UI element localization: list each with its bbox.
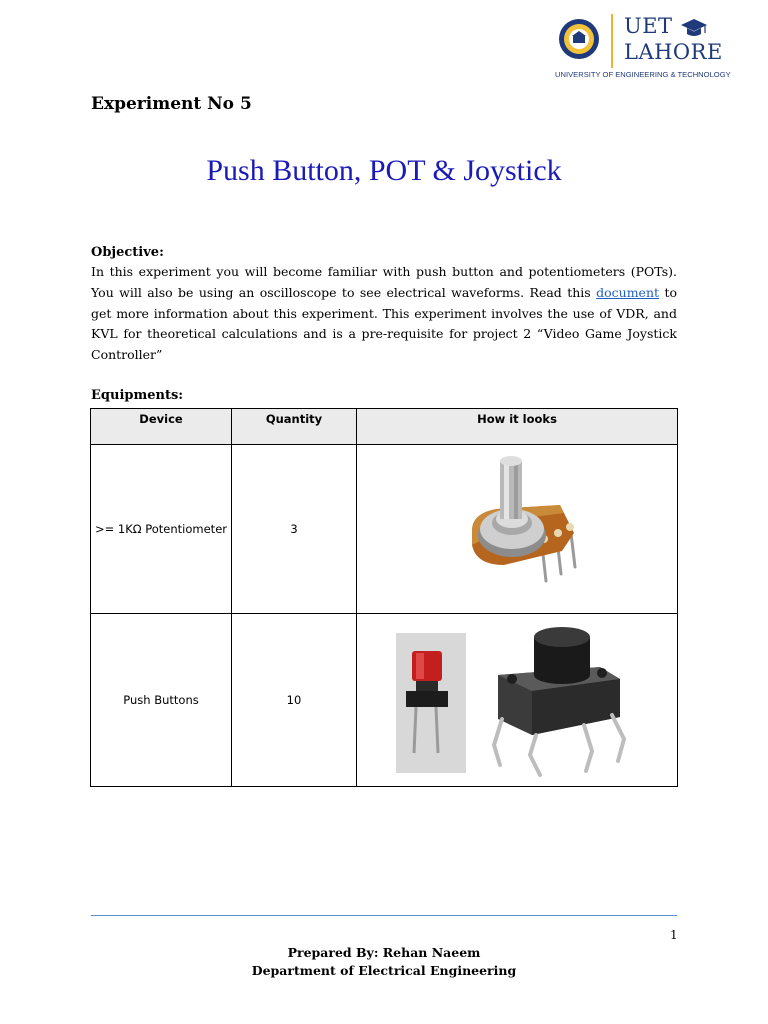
graduation-cap-icon (680, 16, 708, 40)
objective-text-part2: to get more information about this experiment. This experiment involves the use of VDR, and KVL for theoretical calculations and is a pre-requisite for project 2 “Video Game Joystick Controller” (91, 284, 677, 363)
potentiometer-image (442, 453, 592, 603)
logo-divider (611, 14, 613, 68)
page-title: Push Button, POT & Joystick (206, 154, 562, 187)
image-cell (357, 614, 678, 787)
prepared-by: Prepared By: Rehan Naeem (287, 945, 481, 960)
push-button-images (362, 615, 672, 783)
objective-text (91, 262, 677, 366)
experiment-number: Experiment No 5 (91, 94, 252, 114)
logo-lahore-text: LAHORE (624, 40, 723, 64)
page-number: 1 (670, 928, 678, 942)
table-row (91, 445, 678, 614)
footer-credits (0, 944, 768, 980)
quantity-cell: 10 (232, 614, 357, 787)
device-cell: Push Buttons (91, 614, 232, 787)
logo-uet-text: UET (624, 14, 673, 38)
department: Department of Electrical Engineering (251, 963, 517, 978)
table-row (91, 614, 678, 787)
column-header-device: Device (91, 409, 232, 445)
logo-subtitle: UNIVERSITY OF ENGINEERING & TECHNOLOGY (555, 70, 731, 79)
objective-text-part1: In this experiment you will become familiar with push button and potentiometers (POTs). You will also be using an oscilloscope to see electrical waveforms. Read this (91, 264, 677, 300)
footer-divider (91, 915, 677, 916)
device-cell: >= 1KΩ Potentiometer (91, 445, 232, 614)
objective-heading: Objective: (91, 245, 164, 260)
university-seal-icon (558, 18, 600, 60)
image-cell (357, 445, 678, 614)
quantity-cell: 3 (232, 445, 357, 614)
document-link[interactable]: document (596, 284, 660, 300)
table-header-row (91, 409, 678, 445)
column-header-quantity: Quantity (232, 409, 357, 445)
uet-logo (555, 12, 748, 82)
equipments-heading: Equipments: (91, 388, 184, 403)
equipment-table (90, 408, 678, 787)
column-header-how-it-looks: How it looks (357, 409, 678, 445)
